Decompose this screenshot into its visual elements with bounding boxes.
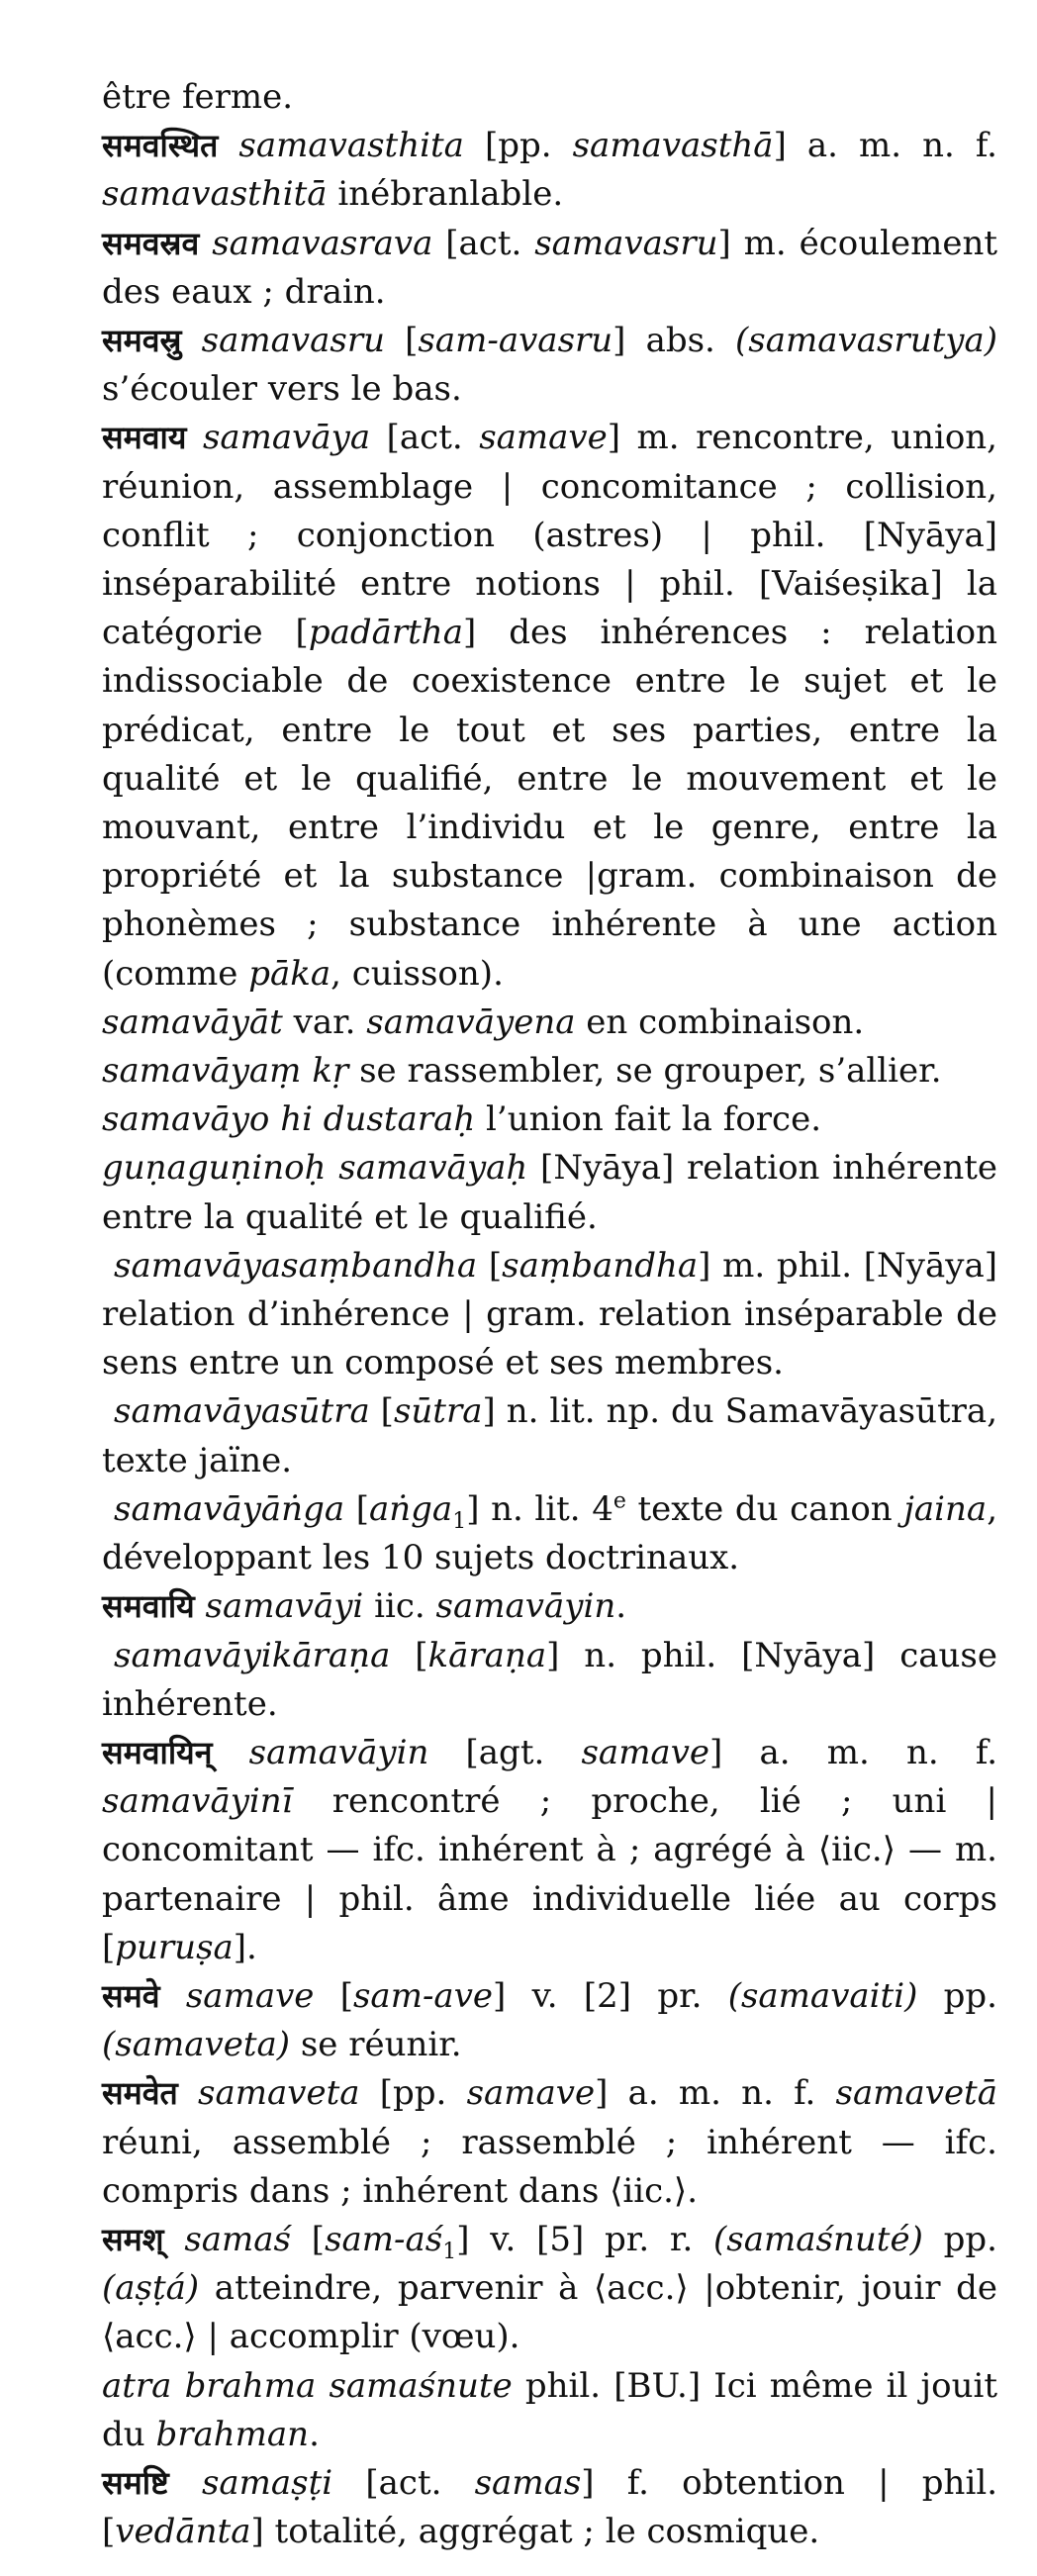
entry-text	[160, 1976, 186, 2016]
devanagari-headword: समश्	[102, 2220, 164, 2258]
italic-text: brahman	[155, 2414, 310, 2454]
dictionary-entry	[102, 414, 997, 998]
dictionary-entry	[102, 1485, 997, 1582]
italic-text: pāka	[248, 953, 331, 994]
dictionary-entry	[102, 1096, 997, 1144]
italic-text: sam-ave	[352, 1975, 494, 2016]
dictionary-entry	[102, 1047, 997, 1096]
italic-text: samaś	[184, 2219, 292, 2259]
entry-text: [	[384, 321, 419, 361]
dictionary-entry	[102, 1144, 997, 1241]
italic-text: samavasthita	[238, 126, 464, 166]
italic-text: samave	[185, 1975, 315, 2016]
entry-text: se réunir.	[290, 2025, 462, 2065]
dictionary-entry	[102, 999, 997, 1047]
dictionary-entry	[102, 1242, 997, 1388]
dictionary-entry	[102, 1972, 997, 2069]
italic-text: (aṣṭá)	[102, 2268, 200, 2309]
italic-text: samavāyāt	[102, 1002, 283, 1042]
italic-text: samavasthā	[572, 126, 774, 166]
entry-text	[178, 2073, 198, 2113]
italic-text: padārtha	[308, 613, 463, 653]
italic-text: sam-avasru	[418, 321, 613, 361]
entry-text: .	[615, 1586, 627, 1627]
dictionary-entry	[102, 220, 997, 317]
italic-text: samavāyi	[205, 1586, 364, 1627]
entry-text: .	[309, 2414, 320, 2454]
entry-text: ] abs.	[613, 321, 736, 361]
entry-text: ] m. phil. [Nyāya] relation d’inhérence | gram. relation inséparable de sens entre un composé et ses membres.	[102, 1245, 997, 1383]
italic-text: sūtra	[393, 1391, 483, 1432]
entry-text: [act.	[370, 418, 480, 458]
italic-text: samavāyin	[435, 1586, 616, 1627]
italic-text: samavasru	[534, 223, 718, 263]
dictionary-entry	[102, 1387, 997, 1484]
entry-text: , développant les 10 sujets doctrinaux.	[102, 1488, 997, 1578]
dictionary-entry	[102, 317, 997, 414]
entry-text: ] m. écoulement des eaux ; drain.	[102, 223, 998, 312]
italic-text: samavasru	[201, 321, 385, 361]
italic-text: samas	[474, 2462, 582, 2503]
entry-text: s’écouler vers le bas.	[102, 369, 462, 410]
italic-text: kāraṇa	[427, 1635, 547, 1675]
italic-text: (samaveta)	[102, 2025, 291, 2065]
italic-text: samaṣṭi	[201, 2462, 333, 2503]
entry-text: [	[291, 2219, 326, 2259]
entry-text: [act.	[332, 2462, 475, 2503]
entry-text: ] v. [2] pr.	[493, 1975, 728, 2016]
devanagari-headword: समवे	[102, 1976, 160, 2015]
italic-text: samaveta	[198, 2073, 360, 2114]
subscript: 1	[452, 1508, 467, 1534]
italic-text: vedānta	[115, 2512, 251, 2552]
entry-text: pp.	[922, 2219, 997, 2259]
entry-text	[199, 224, 212, 263]
entry-text: ] totalité, aggrégat ; le cosmique.	[250, 2512, 820, 2552]
dictionary-entry	[102, 2362, 997, 2459]
italic-text: samavāyena	[366, 1002, 576, 1042]
italic-text: samavāyasūtra	[114, 1391, 370, 1432]
entry-text: [	[477, 1245, 503, 1286]
entry-text: ] m. rencontre, union, réunion, assemblage | concomitance ; collision, conflit ; conjonction (astres) | phil. [Nyāya] inséparabilité entre notions | phil. [Vaiśeṣika] la catégorie [	[102, 418, 997, 653]
dictionary-entry	[102, 122, 997, 219]
entry-text: [Nyāya] relation inhérente entre la qualité et le qualifié.	[102, 1148, 998, 1237]
entry-text: pp.	[917, 1975, 997, 2016]
entry-text: ] a. m. n. f.	[773, 126, 997, 166]
dictionary-entry	[102, 1632, 997, 1729]
italic-text: samavāyāṅga	[114, 1488, 345, 1529]
entry-text: l’union fait la force.	[475, 1099, 822, 1140]
italic-text: samavetā	[835, 2073, 997, 2114]
dictionary-entry	[102, 1582, 997, 1631]
entry-text	[169, 2463, 202, 2503]
italic-text: samavāya	[202, 418, 371, 458]
italic-text: samavāyinī	[102, 1781, 293, 1822]
devanagari-headword: समवस्रु	[102, 322, 182, 360]
entry-text: [agt.	[428, 1732, 582, 1772]
devanagari-headword: समवस्थित	[102, 127, 219, 165]
entry-text: ].	[233, 1927, 257, 1967]
devanagari-headword: समष्टि	[102, 2463, 169, 2502]
entry-text: réuni, assemblé ; rassemblé ; inhérent — ifc. compris dans ; inhérent dans ⟨iic.⟩.	[102, 2122, 997, 2211]
italic-text: guṇaguṇinoḥ samavāyaḥ	[102, 1148, 528, 1189]
dictionary-entry	[102, 1729, 997, 1972]
entry-text: inébranlable.	[327, 174, 564, 215]
devanagari-headword: समवेत	[102, 2074, 178, 2113]
entry-text: texte du canon	[625, 1488, 904, 1529]
devanagari-headword: समवाय	[102, 419, 187, 457]
italic-text: samave	[466, 2073, 596, 2114]
italic-text: samavasthitā	[102, 174, 328, 215]
italic-text: atra brahma samaśnute	[102, 2365, 513, 2406]
devanagari-headword: समवायिन्	[102, 1733, 213, 1771]
entry-text: ] a. m. n. f.	[709, 1732, 998, 1772]
entry-text: ] v. [5] pr. r.	[456, 2219, 714, 2259]
devanagari-headword: समवस्रव	[102, 224, 200, 262]
entry-text	[182, 321, 202, 360]
entry-text: atteindre, parvenir à ⟨acc.⟩ |obtenir, jouir de ⟨acc.⟩ | accomplir (vœu).	[102, 2268, 997, 2357]
entry-text: [pp.	[359, 2073, 467, 2114]
italic-text: (samavasrutya)	[735, 321, 997, 361]
dictionary-entry	[102, 73, 997, 122]
superscript: e	[613, 1488, 626, 1514]
italic-text: puruṣa	[115, 1927, 234, 1967]
entry-text: ] a. m. n. f.	[595, 2073, 836, 2114]
entry-text: [	[314, 1975, 353, 2016]
entry-text	[164, 2220, 185, 2259]
italic-text: (samaśnuté)	[713, 2219, 923, 2259]
italic-text: samavāyasaṃbandha	[114, 1245, 478, 1286]
entry-text: iic.	[363, 1586, 436, 1627]
italic-text: aṅga	[369, 1488, 453, 1529]
italic-text: samave	[581, 1732, 710, 1772]
entry-text: , cuisson).	[330, 953, 504, 994]
italic-text: samave	[479, 418, 608, 458]
entry-text: [	[369, 1391, 394, 1432]
entry-text: [	[344, 1488, 369, 1529]
entry-text	[218, 126, 238, 165]
italic-text: samavāyo hi dustaraḥ	[102, 1099, 476, 1140]
entry-text	[212, 1733, 248, 1772]
entry-text: être ferme.	[102, 77, 294, 117]
devanagari-headword: समवायि	[102, 1587, 195, 1626]
entry-text: rencontré ; proche, lié ; uni | concomitant — ifc. inhérent à ; agrégé à ⟨iic.⟩ — m. partenaire | phil. âme individuelle liée au corps [	[102, 1781, 997, 1967]
entry-text: ] n. phil. [Nyāya] cause inhérente.	[102, 1635, 997, 1724]
italic-text: samavāyikāraṇa	[114, 1635, 391, 1675]
italic-text: sam-aś	[325, 2219, 443, 2259]
dictionary-entry	[102, 2069, 997, 2216]
entry-text	[195, 1586, 206, 1626]
entry-text: phil. [BU.] Ici même il jouit du	[102, 2365, 998, 2454]
entry-text: var.	[282, 1002, 367, 1042]
italic-text: saṃbandha	[502, 1245, 699, 1286]
entry-text: ] des inhérences : relation indissociable de coexistence entre le sujet et le prédicat, entre le tout et ses parties, entre la qualité et le qualifié, entre le mouvement et le mouvant, entre l’individu et le genre, entre la propriété et la substance |gram. combinaison de phonèmes ; substance inhérente à une action (comme	[102, 613, 997, 994]
entry-text	[186, 418, 203, 457]
dictionary-entry	[102, 2216, 997, 2362]
italic-text: samavāyin	[248, 1732, 429, 1772]
italic-text: samavāyaṃ kṛ	[102, 1051, 349, 1092]
italic-text: jaina	[903, 1488, 988, 1529]
entry-text: se rassembler, se grouper, s’allier.	[348, 1051, 942, 1092]
entry-text: ] n. lit. np. du Samavāyasūtra, texte jaïne.	[102, 1391, 997, 1480]
italic-text: samavasrava	[212, 223, 433, 263]
entry-text: [pp.	[463, 126, 573, 166]
dictionary-entry	[102, 2459, 997, 2556]
entry-text: ] n. lit. 4	[466, 1488, 613, 1529]
entry-text: [act.	[432, 223, 535, 263]
entry-text: en combinaison.	[575, 1002, 865, 1042]
subscript: 1	[442, 2239, 457, 2264]
italic-text: (samavaiti)	[727, 1975, 918, 2016]
entry-text: ] f. obtention | phil. [	[102, 2462, 998, 2552]
entry-text: [	[390, 1635, 428, 1675]
